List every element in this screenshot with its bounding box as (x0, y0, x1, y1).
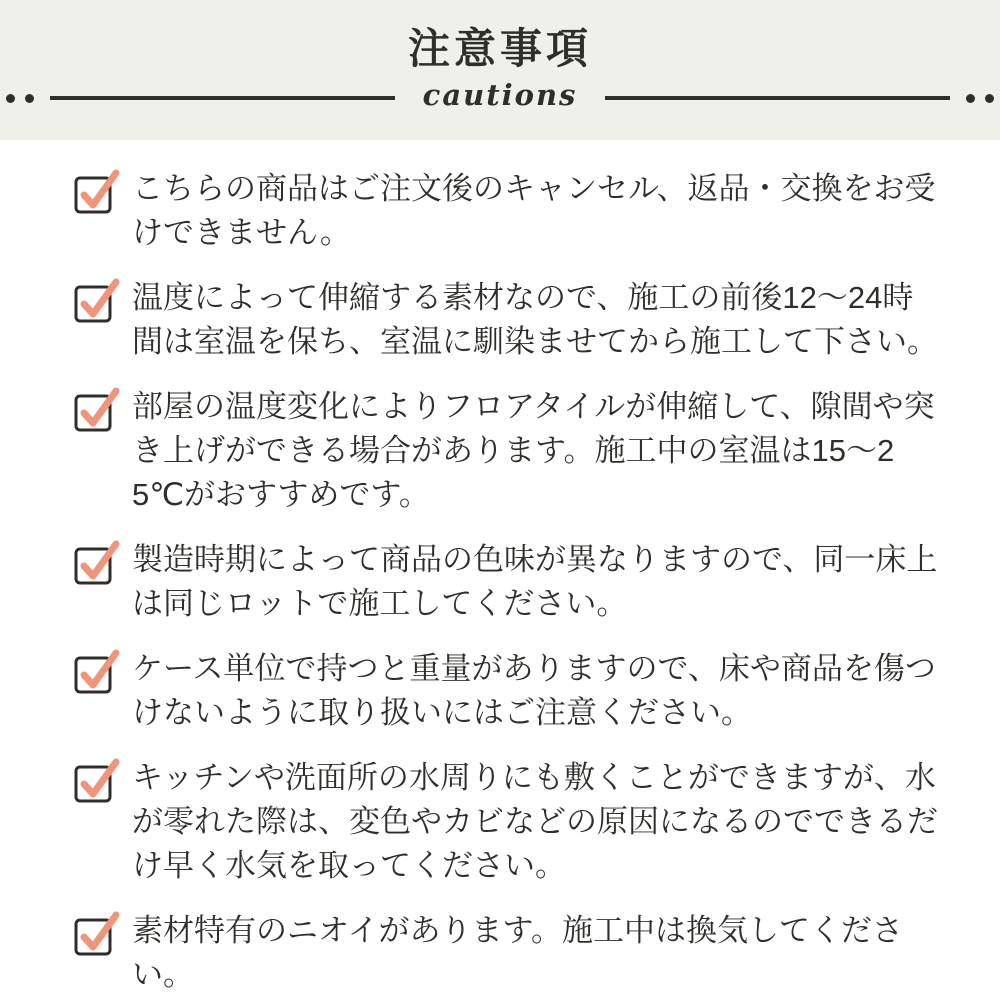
checked-checkbox-icon (74, 385, 120, 433)
caution-text: 部屋の温度変化によりフロアタイルが伸縮して、隙間や突き上げができる場合があります。施工中の室温は15〜25℃がおすすめです。 (132, 389, 935, 512)
divider-dot-icon (966, 94, 975, 103)
caution-text: 温度によって伸縮する素材なので、施工の前後12〜24時間は室温を保ち、室温に馴染ませてから施工して下さい。 (132, 280, 938, 359)
caution-item (74, 647, 942, 735)
divider-dot-icon (6, 94, 15, 103)
divider-line (605, 96, 950, 100)
caution-item (74, 538, 942, 626)
caution-item (74, 385, 942, 517)
subtitle-cautions: cautions (422, 77, 578, 112)
caution-item (74, 756, 942, 888)
caution-text: こちらの商品はご注文後のキャンセル、返品・交換をお受けできません。 (132, 171, 936, 250)
cautions-list (0, 140, 1000, 997)
caution-text: 製造時期によって商品の色味が異なりますので、同一床上は同じロットで施工してください。 (132, 542, 938, 621)
checked-checkbox-icon (74, 538, 120, 586)
caution-item (74, 167, 942, 255)
caution-text: ケース単位で持つと重量がありますので、床や商品を傷つけないように取り扱いにはご注意ください。 (132, 651, 936, 730)
checked-checkbox-icon (74, 647, 120, 695)
divider (6, 77, 994, 112)
caution-text: 素材特有のニオイがあります。施工中は換気してください。 (132, 913, 903, 992)
caution-item (74, 909, 942, 997)
checked-checkbox-icon (74, 276, 120, 324)
checked-checkbox-icon (74, 909, 120, 957)
checked-checkbox-icon (74, 167, 120, 215)
caution-text: キッチンや洗面所の水周りにも敷くことができますが、水が零れた際は、変色やカビなどの原因になるのでできるだけ早く水気を取ってください。 (132, 760, 938, 883)
caution-item (74, 276, 942, 364)
divider-dot-icon (985, 94, 994, 103)
header (0, 0, 1000, 140)
page-title: 注意事項 (407, 25, 592, 72)
checked-checkbox-icon (74, 756, 120, 804)
divider-dot-icon (25, 94, 34, 103)
divider-line (50, 96, 395, 100)
